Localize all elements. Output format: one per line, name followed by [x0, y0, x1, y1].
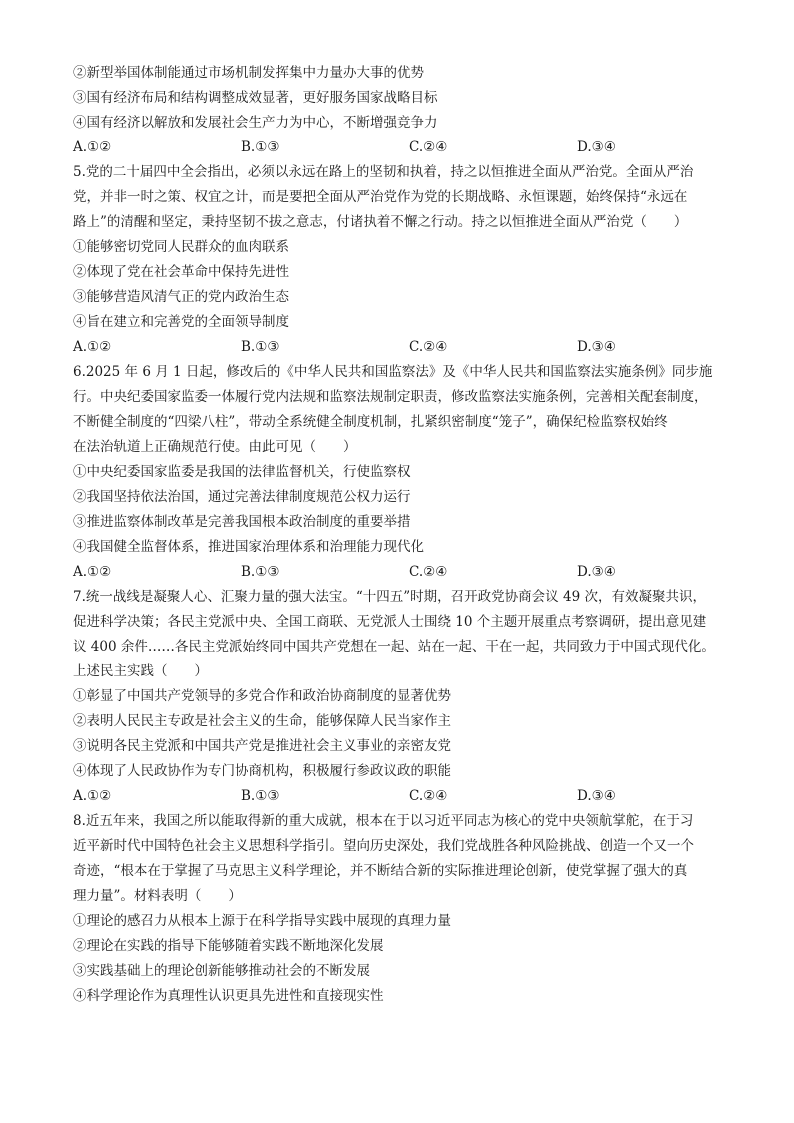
- question-8-option-item-2: ②理论在实践的指导下能够随着实践不断地深化发展: [73, 938, 384, 954]
- question-5-stem-line: 路上”的清醒和坚定，秉持坚韧不拔之意志，付诸执着不懈之行动。持之以恒推进全面从严治党（ ）: [73, 214, 688, 230]
- question-8-stem-line: 8.近五年来，我国之所以能取得新的重大成就，根本在于以习近平同志为核心的党中央领航掌舵，在于习: [73, 813, 694, 829]
- question-6-option-item-3: ③推进监察体制改革是完善我国根本政治制度的重要举措: [73, 514, 411, 530]
- question-5-option-item-4: ④旨在建立和完善党的全面领导制度: [73, 314, 289, 330]
- question-7-stem-line: 上述民主实践（ ）: [73, 663, 208, 679]
- question-6-choice-b[interactable]: B.①③: [241, 564, 280, 580]
- question-4-option-item-4: ④国有经济以解放和发展社会生产力为中心，不断增强竞争力: [73, 115, 438, 131]
- question-5-stem-line: 党，并非一时之策、权宜之计，而是要把全面从严治党作为党的长期战略、永恒课题，始终保持“永远在: [73, 189, 688, 205]
- question-7-option-item-2: ②表明人民民主专政是社会主义的生命，能够保障人民当家作主: [73, 713, 451, 729]
- question-4-option-item-2: ②新型举国体制能通过市场机制发挥集中力量办大事的优势: [73, 65, 424, 81]
- question-5-choice-c[interactable]: C.②④: [409, 339, 448, 355]
- question-7-stem-line: 7.统一战线是凝聚人心、汇聚力量的强大法宝。“十四五”时期，召开政党协商会议 49 次，有效凝聚共识，: [73, 589, 706, 605]
- question-7-choice-a[interactable]: A.①②: [73, 788, 112, 804]
- question-4-choice-b[interactable]: B.①③: [241, 139, 280, 155]
- question-7-stem-line: 议 400 余件……各民主党派始终同中国共产党想在一起、站在一起、干在一起，共同致力于中国式现代化。: [73, 639, 715, 655]
- question-4-answer-choices: [73, 137, 693, 157]
- question-6-option-item-4: ④我国健全监督体系，推进国家治理体系和治理能力现代化: [73, 539, 424, 555]
- question-7-stem-line: 促进科学决策；各民主党派中央、全国工商联、无党派人士围绕 10 个主题开展重点考察调研，提出意见建: [73, 614, 707, 630]
- question-8-option-item-3: ③实践基础上的理论创新能够推动社会的不断发展: [73, 963, 370, 979]
- question-7-choice-d[interactable]: D.③④: [577, 788, 616, 804]
- question-5-option-item-1: ①能够密切党同人民群众的血肉联系: [73, 239, 289, 255]
- question-7-answer-choices: [73, 786, 693, 806]
- question-7-option-item-4: ④体现了人民政协作为专门协商机构，积极履行参政议政的职能: [73, 763, 451, 779]
- question-5-choice-a[interactable]: A.①②: [73, 339, 112, 355]
- question-6-option-item-1: ①中央纪委国家监委是我国的法律监督机关，行使监察权: [73, 464, 411, 480]
- question-8-stem-line: 奇迹，“根本在于掌握了马克思主义科学理论，并不断结合新的实际推进理论创新，使党掌握了强大的真: [73, 863, 688, 879]
- question-5-choice-d[interactable]: D.③④: [577, 339, 616, 355]
- question-5-choice-b[interactable]: B.①③: [241, 339, 280, 355]
- question-8-option-item-1: ①理论的感召力从根本上源于在科学指导实践中展现的真理力量: [73, 913, 451, 929]
- question-4-choice-a[interactable]: A.①②: [73, 139, 112, 155]
- question-6-choice-d[interactable]: D.③④: [577, 564, 616, 580]
- question-4-choice-d[interactable]: D.③④: [577, 139, 616, 155]
- question-6-stem-line: 在法治轨道上正确规范行使。由此可见（ ）: [73, 439, 357, 455]
- question-8-stem-line: 近平新时代中国特色社会主义思想科学指引。望向历史深处，我们党战胜各种风险挑战、创造一个又一个: [73, 838, 694, 854]
- question-8-option-item-4: ④科学理论作为真理性认识更具先进性和直接现实性: [73, 988, 384, 1004]
- question-7-option-item-3: ③说明各民主党派和中国共产党是推进社会主义事业的亲密友党: [73, 738, 451, 754]
- question-6-stem-line: 行。中央纪委国家监委一体履行党内法规和监察法规制定职责，修改监察法实施条例，完善相关配套制度，: [73, 389, 708, 405]
- question-6-answer-choices: [73, 562, 693, 582]
- question-5-stem-line: 5.党的二十届四中全会指出，必须以永远在路上的坚韧和执着，持之以恒推进全面从严治党。全面从严治: [73, 164, 694, 180]
- question-6-option-item-2: ②我国坚持依法治国，通过完善法律制度规范公权力运行: [73, 489, 411, 505]
- question-4-option-item-3: ③国有经济布局和结构调整成效显著，更好服务国家战略目标: [73, 90, 438, 106]
- question-6-choice-a[interactable]: A.①②: [73, 564, 112, 580]
- question-7-option-item-1: ①彰显了中国共产党领导的多党合作和政治协商制度的显著优势: [73, 688, 451, 704]
- question-6-stem-line: 不断健全制度的“四梁八柱”，带动全系统健全制度机制，扎紧织密制度“笼子”，确保纪检监察权始终: [73, 414, 668, 430]
- question-5-option-item-2: ②体现了党在社会革命中保持先进性: [73, 264, 289, 280]
- question-8-stem-line: 理力量”。材料表明（ ）: [73, 888, 242, 904]
- question-4-choice-c[interactable]: C.②④: [409, 139, 448, 155]
- question-5-answer-choices: [73, 337, 693, 357]
- question-6-choice-c[interactable]: C.②④: [409, 564, 448, 580]
- question-6-stem-line: 6.2025 年 6 月 1 日起，修改后的《中华人民共和国监察法》及《中华人民共和国监察法实施条例》同步施: [73, 364, 713, 380]
- question-7-choice-c[interactable]: C.②④: [409, 788, 448, 804]
- question-7-choice-b[interactable]: B.①③: [241, 788, 280, 804]
- question-5-option-item-3: ③能够营造风清气正的党内政治生态: [73, 289, 289, 305]
